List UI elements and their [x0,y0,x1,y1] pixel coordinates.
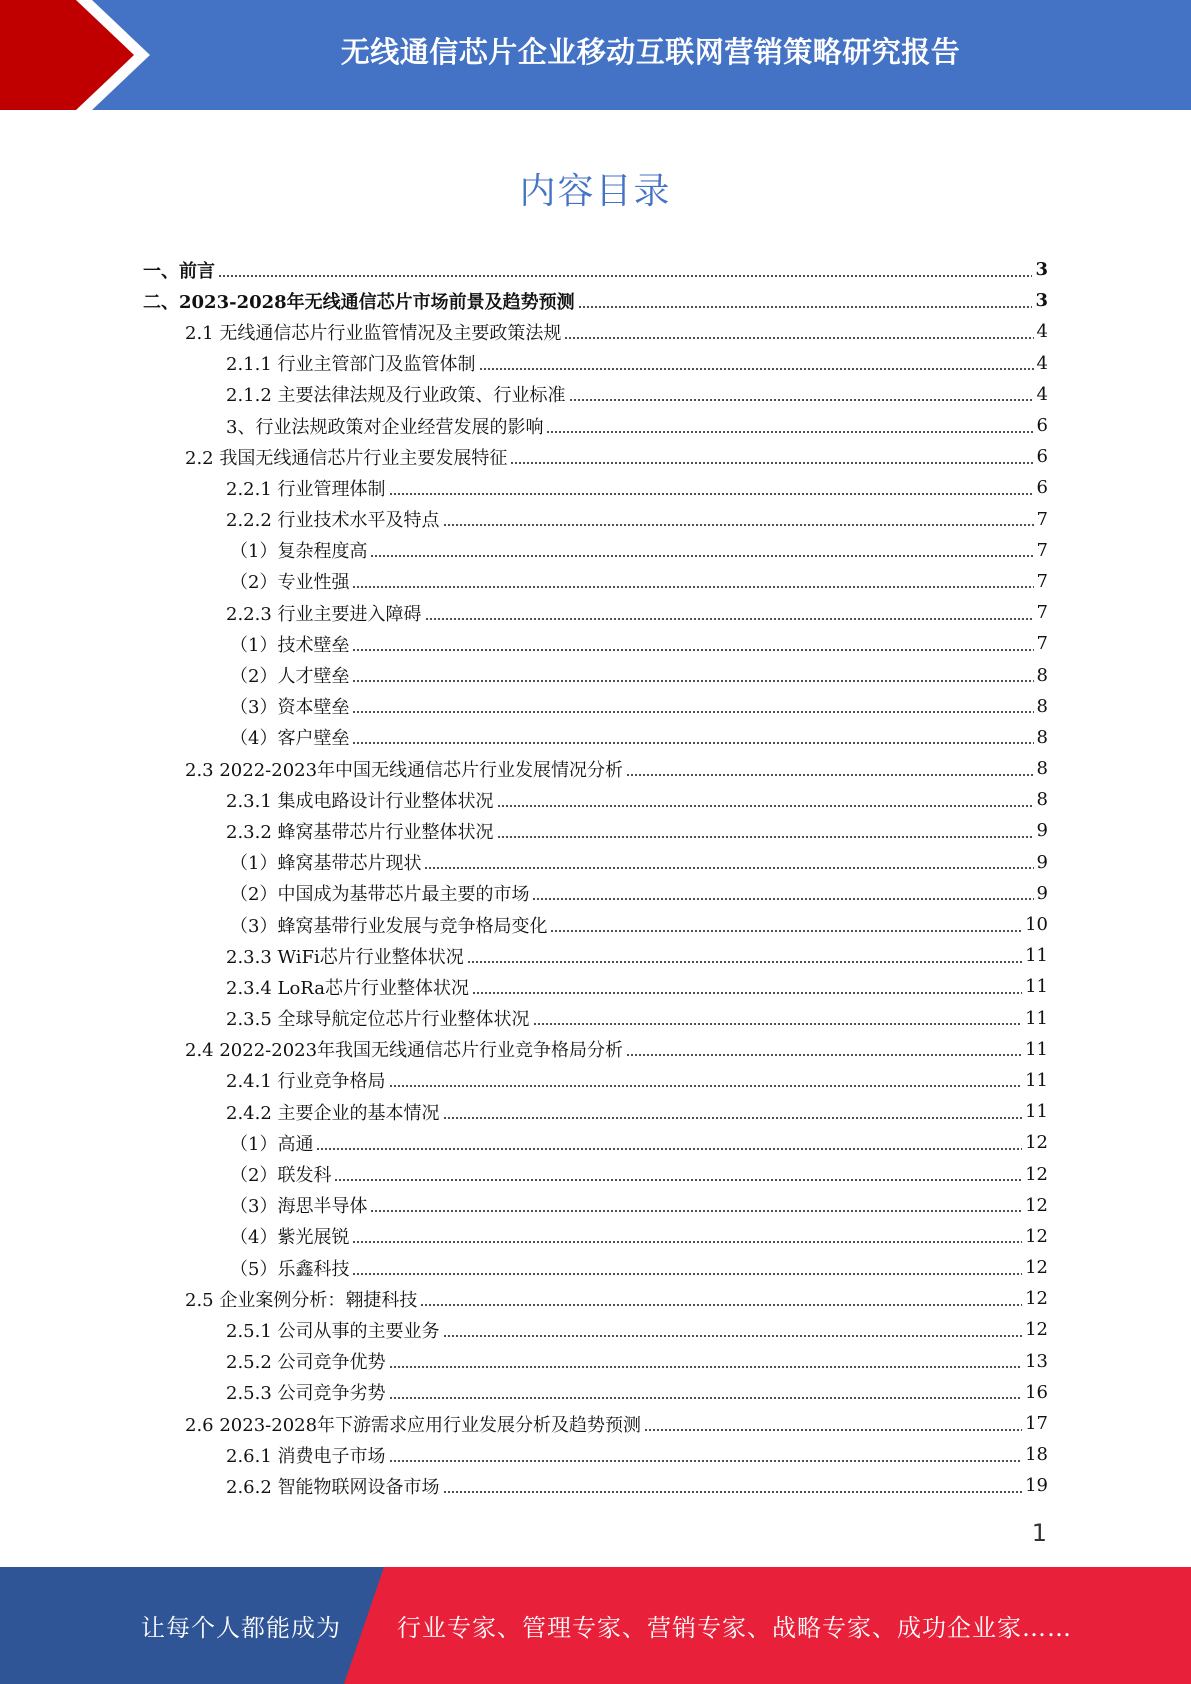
toc-dot-leader [218,275,1032,277]
toc-entry-label: 2.3.4 LoRa芯片行业整体状况 [226,977,470,999]
toc-entry-label: （1）蜂窝基带芯片现状 [230,853,422,875]
toc-entry[interactable] [143,628,1048,659]
toc-entry-page: 7 [1036,633,1048,655]
toc-dot-leader [352,742,1033,744]
toc-dot-leader [546,431,1033,433]
toc-entry[interactable] [143,1065,1048,1096]
toc-entry[interactable] [143,722,1048,753]
toc-entry[interactable] [143,1221,1048,1252]
toc-entry-page: 13 [1025,1350,1048,1372]
toc-entry-page: 6 [1036,477,1048,499]
toc-entry-label: 2.3.1 集成电路设计行业整体状况 [226,790,494,812]
toc-entry-label: （3）蜂窝基带行业发展与竞争格局变化 [230,915,548,937]
toc-dot-leader [352,680,1033,682]
toc-entry-page: 4 [1036,321,1048,343]
toc-dot-leader [533,1023,1023,1025]
toc-dot-leader [316,1148,1022,1150]
toc-entry-page: 8 [1036,789,1048,811]
toc-entry[interactable] [143,472,1048,503]
toc-dot-leader [352,1273,1022,1275]
toc-entry-page: 10 [1025,914,1048,936]
report-title: 无线通信芯片企业移动互联网营销策略研究报告 [340,34,961,69]
toc-dot-leader [389,1366,1023,1368]
toc-entry[interactable] [143,254,1048,285]
toc-entry[interactable] [143,753,1048,784]
toc-entry-page: 9 [1036,851,1048,873]
toc-dot-leader [626,774,1034,776]
toc-dot-leader [370,1210,1022,1212]
header-banner [0,0,1191,110]
toc-entry-label: 一、前言 [143,260,215,282]
toc-entry[interactable] [143,784,1048,815]
toc-entry-label: 2.3.2 蜂窝基带芯片行业整体状况 [226,821,494,843]
toc-entry[interactable] [143,348,1048,379]
toc-entry-label: 3、行业法规政策对企业经营发展的影响 [226,416,544,438]
toc-dot-leader [389,493,1034,495]
toc-entry[interactable] [143,379,1048,410]
toc-entry-page: 17 [1025,1413,1048,1435]
toc-entry-page: 19 [1025,1475,1048,1497]
toc-entry-label: 二、2023-2028年无线通信芯片市场前景及趋势预测 [143,291,575,313]
toc-entry[interactable] [143,691,1048,722]
toc-dot-leader [420,1304,1022,1306]
toc-dot-leader [389,1397,1023,1399]
toc-entry-label: 2.2 我国无线通信芯片行业主要发展特征 [185,447,508,469]
toc-entry-label: 2.5.3 公司竞争劣势 [226,1383,386,1405]
toc-dot-leader [578,306,1033,308]
toc-entry[interactable] [143,847,1048,878]
toc-entry-page: 12 [1025,1288,1048,1310]
toc-entry-page: 7 [1036,508,1048,530]
toc-dot-leader [479,368,1034,370]
toc-dot-leader [497,805,1034,807]
toc-entry-label: （1）技术壁垒 [230,634,350,656]
toc-entry[interactable] [143,1408,1048,1439]
toc-dot-leader [626,1054,1022,1056]
toc-entry[interactable] [143,1346,1048,1377]
toc-dot-leader [352,711,1033,713]
toc-entry[interactable] [143,316,1048,347]
toc-entry-page: 12 [1025,1132,1048,1154]
toc-dot-leader [569,399,1034,401]
toc-entry-label: 2.1.2 主要法律法规及行业政策、行业标准 [226,385,566,407]
toc-entry-page: 11 [1025,1038,1048,1060]
toc-entry-page: 9 [1036,820,1048,842]
toc-entry[interactable] [143,1127,1048,1158]
toc-dot-leader [443,1335,1023,1337]
toc-dot-leader [564,337,1033,339]
toc-entry-label: （5）乐鑫科技 [230,1258,350,1280]
toc-entry-page: 12 [1025,1225,1048,1247]
toc-entry-label: 2.2.3 行业主要进入障碍 [226,603,422,625]
toc-entry-label: 2.3.3 WiFi芯片行业整体状况 [226,946,464,968]
toc-entry-label: 2.5.1 公司从事的主要业务 [226,1320,440,1342]
footer-slogan-left: 让每个人都能成为 [141,1614,341,1642]
toc-entry-label: 2.3.5 全球导航定位芯片行业整体状况 [226,1009,530,1031]
toc-entry[interactable] [143,566,1048,597]
toc-dot-leader [443,1491,1023,1493]
toc-dot-leader [424,867,1033,869]
toc-entry-label: （1）高通 [230,1133,314,1155]
toc-dot-leader [443,524,1034,526]
toc-entry-page: 8 [1036,726,1048,748]
toc-entry-page: 8 [1036,758,1048,780]
toc-entry-label: 2.4 2022-2023年我国无线通信芯片行业竞争格局分析 [185,1040,624,1062]
toc-entry-page: 6 [1036,446,1048,468]
toc-entry-label: （4）客户壁垒 [230,728,350,750]
toc-entry-page: 18 [1025,1444,1048,1466]
toc-entry-label: 2.5.2 公司竞争优势 [226,1352,386,1374]
toc-heading: 内容目录 [519,171,672,212]
toc-entry-label: （2）人才壁垒 [230,666,350,688]
toc-entry-label: （4）紫光展锐 [230,1227,350,1249]
toc-entry-page: 3 [1035,290,1048,312]
toc-entry[interactable] [143,1003,1048,1034]
page-number: 1 [1031,1519,1047,1547]
toc-entry-label: 2.3 2022-2023年中国无线通信芯片行业发展情况分析 [185,759,624,781]
toc-entry-label: 2.6.2 智能物联网设备市场 [226,1476,440,1498]
toc-dot-leader [644,1429,1022,1431]
toc-dot-leader [389,1460,1023,1462]
toc-entry-page: 12 [1025,1257,1048,1279]
toc-entry-page: 4 [1036,352,1048,374]
toc-dot-leader [352,586,1033,588]
toc-entry[interactable] [143,1314,1048,1345]
toc-dot-leader [389,1085,1023,1087]
toc-entry-label: （3）资本壁垒 [230,697,350,719]
toc-entry[interactable] [143,1158,1048,1189]
toc-entry[interactable] [143,1283,1048,1314]
toc-entry[interactable] [143,1096,1048,1127]
toc-entry[interactable] [143,1470,1048,1501]
toc-entry[interactable] [143,909,1048,940]
toc-entry-page: 12 [1025,1319,1048,1341]
toc-entry[interactable] [143,597,1048,628]
toc-entry[interactable] [143,285,1048,316]
toc-entry-label: 2.1 无线通信芯片行业监管情况及主要政策法规 [185,322,562,344]
toc-dot-leader [425,618,1034,620]
toc-entry-page: 6 [1036,415,1048,437]
toc-entry-label: 2.5 企业案例分析：翱捷科技 [185,1289,418,1311]
toc-dot-leader [352,649,1033,651]
toc-entry[interactable] [143,410,1048,441]
toc-entry[interactable] [143,504,1048,535]
toc-dot-leader [510,462,1033,464]
toc-entry-page: 4 [1036,383,1048,405]
toc-dot-leader [352,1241,1022,1243]
toc-entry-page: 11 [1025,1101,1048,1123]
toc-entry-page: 11 [1025,1007,1048,1029]
toc-entry-label: 2.1.1 行业主管部门及监管体制 [226,354,476,376]
toc-dot-leader [550,930,1022,932]
footer-slogan-right: 行业专家、管理专家、营销专家、战略专家、成功企业家…… [397,1614,1072,1642]
toc-dot-leader [497,836,1034,838]
toc-dot-leader [334,1179,1022,1181]
toc-entry[interactable] [143,1377,1048,1408]
toc-dot-leader [467,961,1022,963]
toc-entry[interactable] [143,1190,1048,1221]
toc-entry-page: 12 [1025,1163,1048,1185]
toc-entry[interactable] [143,971,1048,1002]
toc-entry-page: 11 [1025,945,1048,967]
toc-entry-page: 16 [1025,1381,1048,1403]
toc-entry-page: 7 [1036,570,1048,592]
toc-dot-leader [532,898,1033,900]
toc-entry-label: （2）专业性强 [230,572,350,594]
toc-entry-label: （3）海思半导体 [230,1196,368,1218]
toc-entry-label: 2.2.2 行业技术水平及特点 [226,510,440,532]
toc-entry-page: 8 [1036,664,1048,686]
toc-dot-leader [370,555,1033,557]
toc-entry[interactable] [143,1439,1048,1470]
toc-entry-page: 12 [1025,1194,1048,1216]
toc-entry-page: 9 [1036,882,1048,904]
toc-entry-label: （2）联发科 [230,1165,332,1187]
toc-dot-leader [443,1117,1023,1119]
toc-entry-page: 8 [1036,695,1048,717]
toc-entry-label: 2.6 2023-2028年下游需求应用行业发展分析及趋势预测 [185,1414,642,1436]
toc-entry[interactable] [143,878,1048,909]
toc-entry-label: 2.6.1 消费电子市场 [226,1445,386,1467]
toc-entry-page: 11 [1025,976,1048,998]
footer-banner [0,1567,1191,1684]
toc-entry-page: 7 [1036,602,1048,624]
toc-entry[interactable] [143,535,1048,566]
toc-entry[interactable] [143,659,1048,690]
toc-entry[interactable] [143,1252,1048,1283]
toc-entry-page: 3 [1035,259,1048,281]
toc-entry[interactable] [143,1034,1048,1065]
toc-entry-label: 2.4.2 主要企业的基本情况 [226,1102,440,1124]
toc-entry[interactable] [143,815,1048,846]
toc-entry-page: 7 [1036,539,1048,561]
toc-entry-label: （2）中国成为基带芯片最主要的市场 [230,884,530,906]
toc-entry[interactable] [143,441,1048,472]
toc-entry[interactable] [143,940,1048,971]
table-of-contents [143,254,1048,1502]
toc-entry-page: 11 [1025,1069,1048,1091]
toc-entry-label: 2.4.1 行业竞争格局 [226,1071,386,1093]
toc-dot-leader [472,992,1022,994]
toc-entry-label: 2.2.1 行业管理体制 [226,478,386,500]
toc-entry-label: （1）复杂程度高 [230,541,368,563]
